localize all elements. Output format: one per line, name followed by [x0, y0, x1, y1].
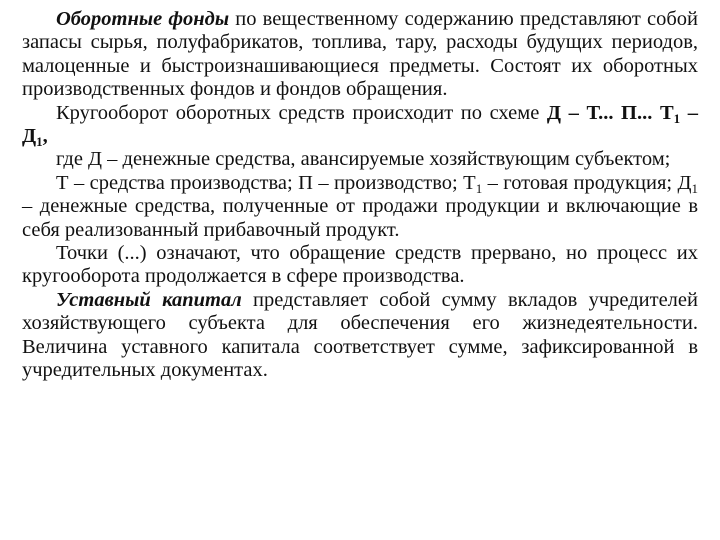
paragraph-dots-meaning: [22, 242, 698, 289]
paragraph-text: Кругооборот оборотных средств происходит по схеме: [56, 101, 547, 124]
paragraph-symbols-legend: [22, 172, 698, 242]
paragraph-text: по вещественному содержанию представляют собой запасы сырья, полуфабрикатов, топлива, тару, расходы будущих периодов, малоценные и быстроизнашивающиеся предметы. Состоят их оборотных производственных фондов и фондов обращения.: [22, 8, 698, 101]
paragraph-circulation-scheme: [22, 102, 698, 149]
paragraph-working-capital-definition: [22, 8, 698, 102]
paragraph-text: где Д – денежные средства, авансируемые хозяйствующим субъектом;: [56, 148, 671, 171]
formula-subscript: 1: [36, 134, 43, 150]
formula-part: Д – Т... П... Т: [546, 101, 674, 124]
symbol-subscript: 1: [691, 180, 698, 196]
paragraph-text: представляет собой сумму вкладов учредителей хозяйствующего субъекта для обеспечения его жизнедеятельности. Величина уставного капитала соответствует сумме, зафиксированной в учредительных документах.: [22, 288, 698, 382]
formula-part: ,: [42, 125, 48, 148]
symbol-subscript: 1: [475, 180, 483, 196]
paragraph-authorized-capital: [22, 289, 698, 383]
formula-part: – Д: [22, 101, 698, 148]
paragraph-text: – денежные средства, полученные от продажи продукции и включающие в себя реализованный прибавочный продукт.: [22, 195, 698, 241]
paragraph-money-definition: [22, 148, 698, 171]
paragraph-text: Точки (...) означают, что обращение средств прервано, но процесс их кругооборота продолжается в сфере производства.: [22, 242, 698, 288]
paragraph-text: – готовая продукция; Д: [482, 171, 692, 194]
term-working-capital: Оборотные фонды: [56, 8, 230, 30]
formula-subscript: 1: [673, 110, 681, 126]
document-page: [22, 8, 698, 383]
paragraph-text: Т – средства производства; П – производство; Т: [56, 171, 476, 194]
term-authorized-capital: Уставный капитал: [56, 288, 242, 311]
